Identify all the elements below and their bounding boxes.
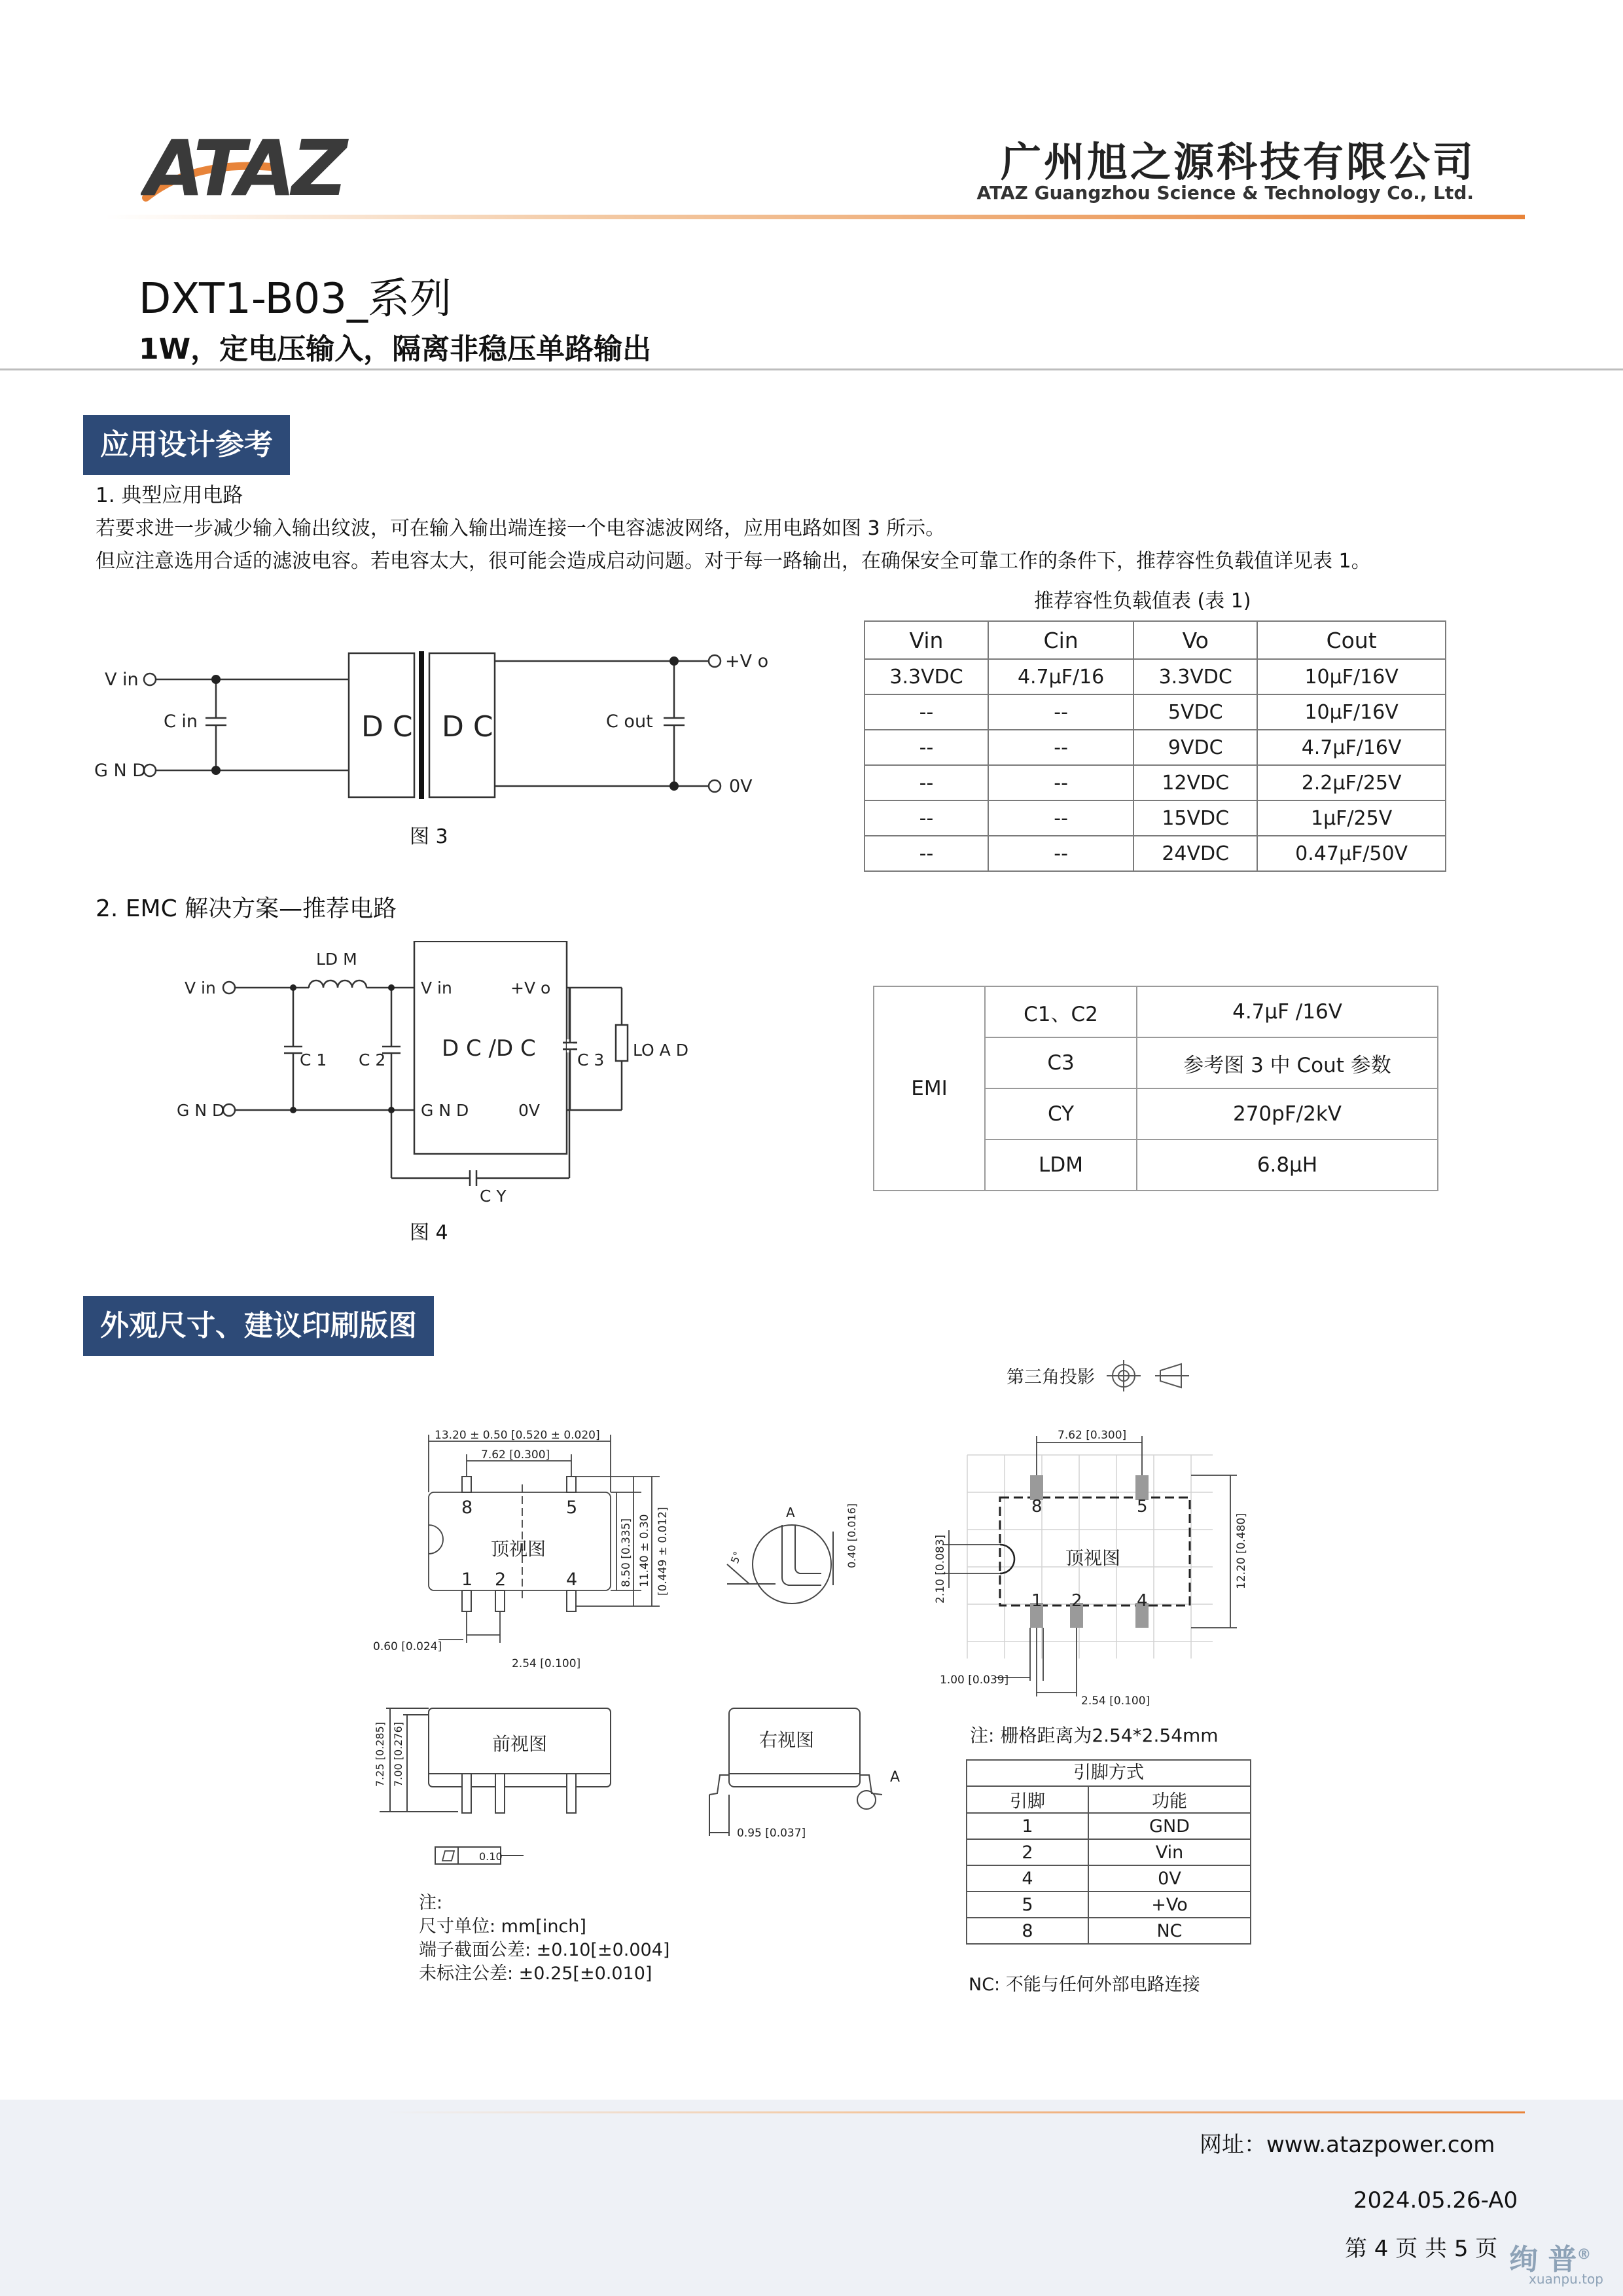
pin-table	[966, 1785, 1251, 1945]
detail-angle: 5°	[728, 1549, 744, 1566]
table-row	[865, 765, 1446, 800]
table-header-row	[865, 621, 1446, 659]
table-row	[865, 730, 1446, 765]
company-name-en: ATAZ Guangzhou Science & Technology Co., Ltd.	[976, 182, 1474, 204]
table-cell: CY	[985, 1088, 1137, 1139]
table-cell: C3	[985, 1037, 1137, 1088]
emi-group-cell: EMI	[874, 986, 985, 1191]
table-row	[874, 986, 1438, 1037]
table-row	[865, 836, 1446, 871]
table-row	[865, 694, 1446, 730]
pcb-pin-number: 8	[1031, 1497, 1043, 1516]
fig4-gnd-label: G N D	[177, 1101, 225, 1120]
table-cell: 5	[967, 1892, 1088, 1918]
table-cell: +Vo	[1088, 1892, 1251, 1918]
pcb-pin-number: 4	[1137, 1591, 1148, 1611]
watermark-text: 绚 普	[1509, 2243, 1577, 2276]
table-cell: 2.2μF/25V	[1257, 765, 1446, 800]
pcb-dim-notch: 2.10 [0.083]	[934, 1534, 947, 1604]
third-angle-projection-icon	[1103, 1356, 1194, 1395]
table-row	[865, 800, 1446, 836]
fig4-c2-label: C 2	[359, 1050, 386, 1069]
fig4-load-label: LO A D	[633, 1041, 688, 1060]
fig3-gnd-label: G N D	[94, 761, 147, 781]
dim-lead-length: 0.95 [0.037]	[737, 1827, 806, 1840]
detail-a-marker: A	[890, 1769, 901, 1785]
table-header: Cout	[1257, 621, 1446, 659]
note-line: 注:	[419, 1893, 443, 1913]
table-cell: --	[865, 765, 988, 800]
fig3-vo-label: +V o	[725, 651, 769, 672]
table-header: Cin	[988, 621, 1133, 659]
dim-flatness: 0.10	[479, 1850, 503, 1863]
dim-lead-thickness: 0.40 [0.016]	[846, 1503, 858, 1568]
note-line: 尺寸单位: mm[inch]	[419, 1916, 586, 1937]
table-row	[967, 1892, 1251, 1918]
dim-body-height: 8.50 [0.335]	[620, 1518, 633, 1587]
footer-date: 2024.05.26-A0	[1353, 2187, 1518, 2214]
dim-width: 13.20 ± 0.50 [0.520 ± 0.020]	[435, 1429, 600, 1442]
capacitive-load-table	[864, 620, 1446, 872]
detail-a-label: A	[786, 1505, 795, 1520]
table-cell: 4.7μF/16	[988, 659, 1133, 694]
table-cell: --	[988, 765, 1133, 800]
fig4-module-dcdc: D C /D C	[442, 1035, 536, 1062]
table-cell: --	[865, 800, 988, 836]
table-cell: 0V	[1088, 1865, 1251, 1892]
pcb-pin-number: 5	[1137, 1497, 1148, 1516]
table-header: 引脚	[967, 1786, 1088, 1813]
table-cell: 0.47μF/50V	[1257, 836, 1446, 871]
item1-title: 1. 典型应用电路	[96, 484, 243, 507]
page-subtitle: 1W，定电压输入，隔离非稳压单路输出	[139, 332, 652, 366]
pcb-top-view-label: 顶视图	[1065, 1547, 1121, 1569]
title-divider	[0, 368, 1623, 370]
table-cell: 10μF/16V	[1257, 694, 1446, 730]
table-cell: 3.3VDC	[865, 659, 988, 694]
paragraph-2: 但应注意选用合适的滤波电容。若电容太大，很可能会造成启动问题。对于每一路输出，在确保安全可靠工作的条件下，推荐容性负载值详见表 1。	[96, 550, 1371, 573]
fig3-dc-left: D C	[361, 710, 413, 744]
table-cell: 24VDC	[1133, 836, 1257, 871]
table-cell: 10μF/16V	[1257, 659, 1446, 694]
dim-pin-width: 0.60 [0.024]	[373, 1640, 442, 1653]
pin-number: 8	[461, 1498, 473, 1518]
table-cell: --	[865, 694, 988, 730]
fig4-module-vin: V in	[421, 978, 452, 997]
table-cell: 6.8μH	[1137, 1139, 1438, 1191]
pcb-dim-span: 7.62 [0.300]	[1058, 1429, 1127, 1442]
dim-height-2: 7.00 [0.276]	[392, 1722, 404, 1787]
dim-total-height-inch: [0.449 ± 0.012]	[656, 1507, 669, 1596]
right-view-label: 右视图	[759, 1729, 815, 1751]
table-cell: Vin	[1088, 1839, 1251, 1865]
fig4-cy-label: C Y	[480, 1187, 507, 1206]
table-cell: 9VDC	[1133, 730, 1257, 765]
table-cell: 4	[967, 1865, 1088, 1892]
table-cell: --	[988, 800, 1133, 836]
table-cell: 2	[967, 1839, 1088, 1865]
table-cell: 270pF/2kV	[1137, 1088, 1438, 1139]
top-view-drawing	[366, 1427, 707, 1682]
table-row	[967, 1813, 1251, 1839]
table1-caption: 推荐容性负载值表 (表 1)	[1034, 590, 1251, 613]
watermark-url: xuanpu.top	[1529, 2271, 1603, 2287]
nc-note: NC: 不能与任何外部电路连接	[969, 1975, 1200, 1995]
item2-title: 2. EMC 解决方案—推荐电路	[96, 895, 397, 922]
pin-number: 1	[461, 1570, 473, 1590]
table-cell: GND	[1088, 1813, 1251, 1839]
table-cell: 8	[967, 1918, 1088, 1944]
table-cell: C1、C2	[985, 986, 1137, 1037]
table-row	[865, 659, 1446, 694]
table-header: Vin	[865, 621, 988, 659]
section-heading-dimensions: 外观尺寸、建议印刷版图	[83, 1296, 434, 1356]
table-cell: 1μF/25V	[1257, 800, 1446, 836]
pcb-pin-number: 2	[1071, 1591, 1082, 1611]
table-cell: 3.3VDC	[1133, 659, 1257, 694]
table-header: 功能	[1088, 1786, 1251, 1813]
projection-label: 第三角投影	[1007, 1367, 1095, 1388]
table-header: Vo	[1133, 621, 1257, 659]
header-divider	[105, 215, 1525, 219]
pcb-dim-pitch: 2.54 [0.100]	[1081, 1695, 1150, 1708]
figure-3-circuit	[92, 632, 772, 815]
table-cell: 1	[967, 1813, 1088, 1839]
table-cell: 15VDC	[1133, 800, 1257, 836]
fig4-c3-label: C 3	[577, 1050, 605, 1069]
table-cell: NC	[1088, 1918, 1251, 1944]
figure-4-emc-circuit	[177, 941, 700, 1216]
watermark-reg: ®	[1577, 2246, 1592, 2263]
svg-text:ATAZ: ATAZ	[145, 124, 344, 209]
front-view-drawing	[366, 1695, 628, 1872]
fig3-cout-label: C out	[606, 711, 653, 732]
table-cell: --	[865, 730, 988, 765]
fig4-module-0v: 0V	[518, 1101, 541, 1120]
table-cell: --	[988, 730, 1133, 765]
company-logo	[141, 124, 350, 209]
pcb-dim-height: 12.20 [0.480]	[1235, 1513, 1248, 1589]
note-line: 未标注公差: ±0.25[±0.010]	[419, 1964, 652, 1984]
table-cell: 4.7μF/16V	[1257, 730, 1446, 765]
fig3-cin-label: C in	[164, 711, 198, 732]
table-cell: 参考图 3 中 Cout 参数	[1137, 1037, 1438, 1088]
pcb-layout-drawing	[929, 1419, 1257, 1720]
fig3-vin-label: V in	[105, 670, 139, 690]
footer-divider	[386, 2111, 1525, 2113]
dim-height-1: 7.25 [0.285]	[374, 1722, 386, 1787]
fig4-ldm-label: LD M	[316, 950, 357, 969]
pin-number: 2	[495, 1570, 507, 1590]
emi-table	[873, 986, 1438, 1191]
pin-number: 5	[566, 1498, 578, 1518]
fig3-0v-label: 0V	[729, 776, 753, 797]
table-cell: 5VDC	[1133, 694, 1257, 730]
top-view-label: 顶视图	[491, 1538, 546, 1560]
company-name-cn: 广州旭之源科技有限公司	[1000, 138, 1476, 186]
footer-page-number: 第 4 页 共 5 页	[1345, 2236, 1498, 2262]
table-row	[967, 1918, 1251, 1944]
dim-pin-pitch: 2.54 [0.100]	[512, 1657, 581, 1670]
section-heading-application: 应用设计参考	[83, 415, 290, 475]
front-view-label: 前视图	[492, 1733, 548, 1755]
pcb-pin-number: 1	[1031, 1591, 1043, 1611]
table-header-row	[967, 1786, 1251, 1813]
table-cell: 4.7μF /16V	[1137, 986, 1438, 1037]
table-row	[967, 1865, 1251, 1892]
fig4-c1-label: C 1	[300, 1050, 327, 1069]
dim-total-height: 11.40 ± 0.30	[638, 1514, 651, 1587]
pcb-dim-pad: 1.00 [0.039]	[940, 1674, 1009, 1687]
note-line: 端子截面公差: ±0.10[±0.004]	[419, 1940, 670, 1960]
table-cell: --	[865, 836, 988, 871]
detail-a-drawing	[710, 1486, 874, 1617]
table-cell: LDM	[985, 1139, 1137, 1191]
fig4-module-gnd: G N D	[421, 1101, 469, 1120]
table-row	[967, 1839, 1251, 1865]
grid-note: 注: 栅格距离为2.54*2.54mm	[970, 1725, 1219, 1746]
figure-4-caption: 图 4	[410, 1221, 448, 1244]
dimension-notes	[419, 1892, 669, 1986]
table-cell: --	[988, 836, 1133, 871]
table-cell: 12VDC	[1133, 765, 1257, 800]
fig3-dc-right: D C	[442, 710, 493, 744]
dim-pin-span: 7.62 [0.300]	[481, 1448, 550, 1462]
figure-3-caption: 图 3	[410, 825, 448, 848]
page-title: DXT1-B03_系列	[139, 275, 452, 323]
pin-number: 4	[566, 1570, 578, 1590]
table-cell: --	[988, 694, 1133, 730]
pin-table-caption: 引脚方式	[966, 1759, 1251, 1785]
footer-website: 网址：www.atazpower.com	[1200, 2132, 1495, 2158]
fig4-module-vo: +V o	[510, 978, 551, 997]
fig4-vin-label: V in	[185, 978, 216, 997]
paragraph-1: 若要求进一步减少输入输出纹波，可在输入输出端连接一个电容滤波网络，应用电路如图 3 所示。	[96, 517, 946, 540]
right-view-drawing	[705, 1695, 902, 1852]
